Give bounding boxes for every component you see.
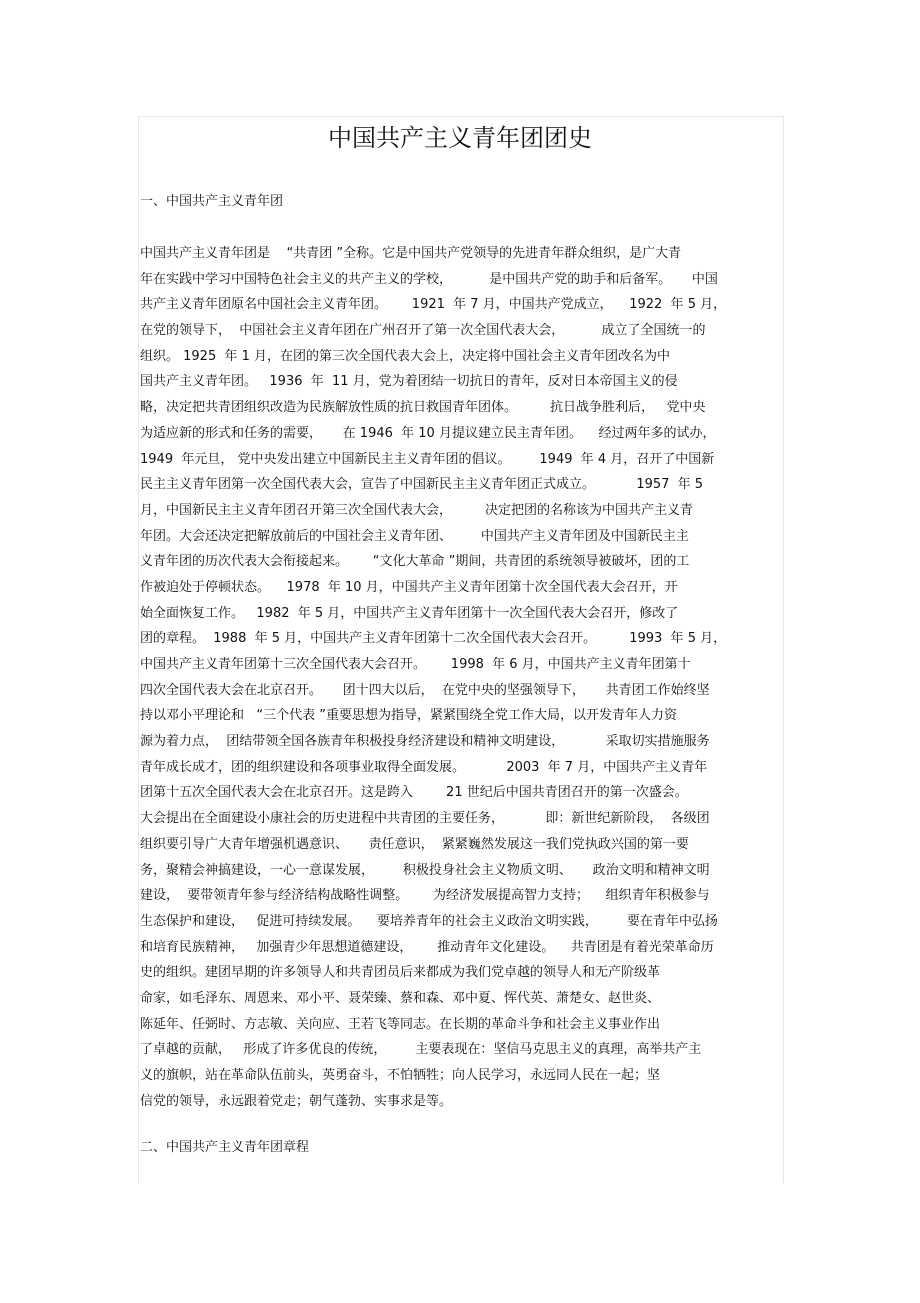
body-line: 团的章程。 1988 年 5 月，中国共产主义青年团第十二次全国代表大会召开。 1993 年 5 月， bbox=[140, 631, 727, 647]
body-line: 持以邓小平理论和 “三个代表 ”重要思想为指导，紧紧围绕全党工作大局，以开发青年人力资 bbox=[140, 708, 677, 724]
body-line: 中国共产主义青年团第十三次全国代表大会召开。 1998 年 6 月，中国共产主义青年团第十 bbox=[140, 657, 691, 672]
body-line: 1949 年元旦， 党中央发出建立中国新民主主义青年团的倡议。 1949 年 4 月，召开了中国新 bbox=[140, 451, 715, 467]
body-line: 源为着力点， 团结带领全国各族青年积极投身经济建设和精神文明建设， 采取切实措施服务 bbox=[140, 734, 710, 750]
body-line: 青年成长成才，团的组织建设和各项事业取得全面发展。 2003 年 7 月，中国共产主义青年 bbox=[140, 759, 708, 775]
body-line: 团第十五次全国代表大会在北京召开。这是跨入 21 世纪后中国共青团召开的第一次盛会。 bbox=[140, 785, 688, 801]
body-paragraph bbox=[140, 241, 785, 1114]
body-line: 年团。大会还决定把解放前后的中国社会主义青年团、 中国共产主义青年团及中国新民主主 bbox=[140, 528, 689, 544]
body-line: 在党的领导下， 中国社会主义青年团在广州召开了第一次全国代表大会， 成立了全国统一的 bbox=[140, 323, 706, 339]
body-line: 为适应新的形式和任务的需要， 在 1946 年 10 月提议建立民主青年团。 经过两年多的试办， bbox=[140, 425, 716, 441]
body-line: 陈延年、任弼时、方志敏、关向应、王若飞等同志。在长期的革命斗争和社会主义事业作出 bbox=[140, 1016, 661, 1032]
body-line: 略，决定把共青团组织改造为民族解放性质的抗日救国青年团体。 抗日战争胜利后， 党中央 bbox=[140, 400, 706, 416]
section-heading-2: 二、中国共产主义青年团章程 bbox=[140, 1140, 310, 1155]
body-line: 史的组织。建团早期的许多领导人和共青团员后来都成为我们党卓越的领导人和无产阶级革 bbox=[140, 965, 661, 981]
body-line: 月，中国新民主主义青年团召开第三次全国代表大会， 决定把团的名称该为中国共产主义青 bbox=[140, 502, 694, 518]
body-line: 组织要引导广大青年增强机遇意识、 责任意识， 紧紧巍然发展这一我们党执政兴国的第一要 bbox=[140, 836, 689, 852]
body-line: 生态保护和建设， 促进可持续发展。 要培养青年的社会主义政治文明实践， 要在青年中弘扬 bbox=[140, 913, 718, 929]
body-line: 信党的领导，永远跟着党走；朝气蓬勃、实事求是等。 bbox=[140, 1093, 453, 1109]
body-line: 义的旗帜，站在革命队伍前头，英勇奋斗，不怕牺牲；向人民学习，永远同人民在一起；坚 bbox=[140, 1068, 661, 1083]
body-line: 中国共产主义青年团是 “共青团 ”全称。它是中国共产党领导的先进青年群众组织，是广大青 bbox=[140, 246, 682, 261]
body-line: 国共产主义青年团。 1936 年 11 月，党为着团结一切抗日的青年，反对日本帝国主义的侵 bbox=[140, 374, 678, 390]
section-heading-1: 一、中国共产主义青年团 bbox=[140, 194, 284, 209]
body-line: 组织。 1925 年 1 月，在团的第三次全国代表大会上，决定将中国社会主义青年团改名为中 bbox=[140, 348, 671, 364]
body-line: 大会提出在全面建设小康社会的历史进程中共青团的主要任务， 即：新世纪新阶段， 各级团 bbox=[140, 811, 710, 827]
body-line: 始全面恢复工作。 1982 年 5 月，中国共产主义青年团第十一次全国代表大会召开，修改了 bbox=[140, 605, 679, 621]
body-line: 民主主义青年团第一次全国代表大会，宣告了中国新民主主义青年团正式成立。 1957 年 5 bbox=[140, 477, 704, 493]
body-line: 和培育民族精神， 加强青少年思想道德建设， 推动青年文化建设。 共青团是有着光荣革命历 bbox=[140, 939, 714, 955]
body-line: 共产主义青年团原名中国社会主义青年团。 1921 年 7 月，中国共产党成立， 1922 年 5 月， bbox=[140, 297, 727, 313]
body-line: 建设， 要带领青年参与经济结构战略性调整。 为经济发展提高智力支持； 组织青年积极参与 bbox=[140, 888, 710, 904]
body-line: 四次全国代表大会在北京召开。 团十四大以后， 在党中央的坚强领导下， 共青团工作始终坚 bbox=[140, 682, 710, 698]
body-line: 义青年团的历次代表大会衔接起来。 “文化大革命 ”期间，共青团的系统领导被破坏，团的工 bbox=[140, 554, 690, 570]
body-line: 命家，如毛泽东、周恩来、邓小平、聂荣臻、蔡和森、邓中夏、恽代英、萧楚女、赵世炎、 bbox=[140, 990, 661, 1006]
body-line: 作被迫处于停顿状态。 1978 年 10 月，中国共产主义青年团第十次全国代表大会召开，开 bbox=[140, 579, 678, 595]
body-line: 务，聚精会神搞建设，一心一意谋发展， 积极投身社会主义物质文明、 政治文明和精神文明 bbox=[140, 862, 710, 878]
body-line: 了卓越的贡献， 形成了许多优良的传统， 主要表现在：坚信马克思主义的真理，高举共产主 bbox=[140, 1042, 702, 1058]
document-title: 中国共产主义青年团团史 bbox=[328, 124, 592, 152]
body-line: 年在实践中学习中国特色社会主义的共产主义的学校， 是中国共产党的助手和后备军。 中国 bbox=[140, 271, 718, 287]
